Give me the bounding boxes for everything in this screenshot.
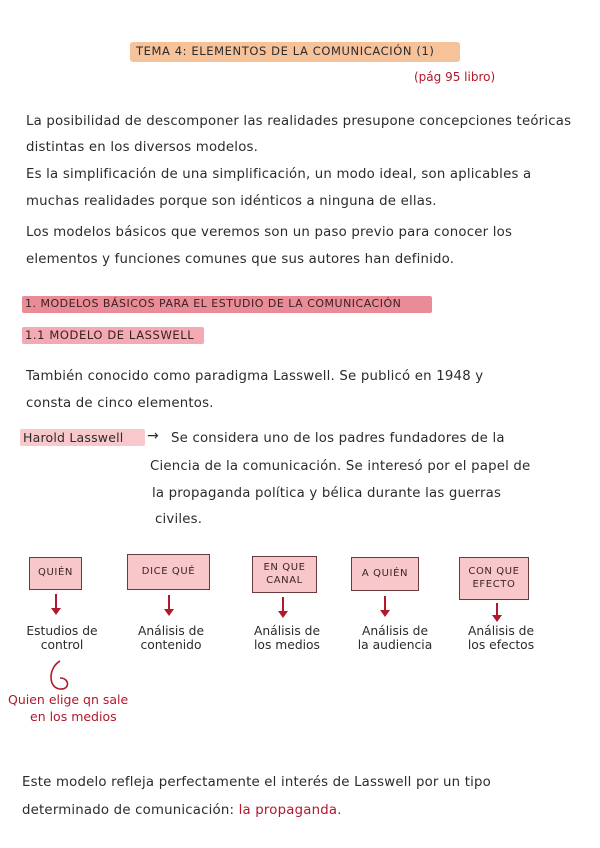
model-box-a-quien xyxy=(351,557,419,591)
model-box-canal xyxy=(252,556,317,593)
intro-line: La posibilidad de descomponer las realidades presupone concepciones teóricas xyxy=(26,114,572,129)
lasswell-line: consta de cinco elementos. xyxy=(26,396,214,411)
intro-line: muchas realidades porque son idénticos a ninguna de ellas. xyxy=(26,194,437,209)
arrow-down-icon xyxy=(51,594,61,616)
desc-line: los medios xyxy=(254,637,320,652)
intro-line: Es la simplificación de una simplificación, un modo ideal, son aplicables a xyxy=(26,167,532,182)
box-label: CANAL xyxy=(266,574,303,586)
model-desc-dice-que xyxy=(124,625,218,652)
desc-line: Análisis de xyxy=(467,624,535,638)
author-name: Harold Lasswell xyxy=(23,430,124,445)
desc-line: Análisis de xyxy=(137,624,205,638)
desc-line: la audiencia xyxy=(357,637,433,652)
model-desc-canal xyxy=(241,625,333,652)
model-desc-quien xyxy=(16,625,108,652)
arrow-down-icon xyxy=(380,596,390,618)
box-label: EFECTO xyxy=(472,578,516,590)
closing-highlight: la propaganda. xyxy=(238,803,342,818)
curved-arrow-icon xyxy=(40,658,80,694)
desc-line: Análisis de xyxy=(361,624,429,638)
box-label: EN QUE xyxy=(263,562,306,573)
bio-line: Se considera uno de los padres fundadores de la xyxy=(171,431,505,446)
bio-line: la propaganda política y bélica durante las guerras xyxy=(152,486,502,501)
model-box-quien xyxy=(29,557,82,590)
closing-line xyxy=(22,803,342,818)
page-title: TEMA 4: ELEMENTOS DE LA COMUNICACIÓN (1) xyxy=(136,44,435,58)
box-label: CON QUE xyxy=(468,566,520,577)
bio-line: civiles. xyxy=(155,512,203,527)
subsection-heading: 1.1 MODELO DE LASSWELL xyxy=(25,328,195,342)
desc-line: control xyxy=(40,637,84,652)
model-box-dice-que xyxy=(127,554,210,590)
desc-line: Análisis de xyxy=(253,624,321,638)
box-label: A QUIÉN xyxy=(361,567,409,579)
model-desc-audiencia xyxy=(346,625,444,652)
arrow-right-icon: → xyxy=(147,428,159,444)
box-label: QUIÉN xyxy=(38,567,73,579)
intro-line: distintas en los diversos modelos. xyxy=(26,140,259,155)
intro-line: elementos y funciones comunes que sus autores han definido. xyxy=(26,252,455,267)
note-line: Quien elige qn sale xyxy=(8,692,129,707)
desc-line: los efectos xyxy=(467,637,535,652)
desc-line: contenido xyxy=(140,637,202,652)
bio-line: Ciencia de la comunicación. Se interesó por el papel de xyxy=(150,459,531,474)
arrow-down-icon xyxy=(492,603,502,623)
page-reference: (pág 95 libro) xyxy=(414,70,496,84)
model-box-efecto xyxy=(459,557,529,600)
arrow-down-icon xyxy=(278,597,288,619)
closing-text: determinado de comunicación: xyxy=(22,803,235,818)
closing-line: Este modelo refleja perfectamente el interés de Lasswell por un tipo xyxy=(22,775,491,790)
box-label: DICE QUÉ xyxy=(141,565,196,577)
arrow-down-icon xyxy=(164,595,174,617)
section-heading: 1. MODELOS BÁSICOS PARA EL ESTUDIO DE LA COMUNICACIÓN xyxy=(25,297,402,310)
note-line: en los medios xyxy=(30,709,117,724)
model-desc-efectos xyxy=(453,625,549,652)
intro-line: Los modelos básicos que veremos son un paso previo para conocer los xyxy=(26,225,513,240)
desc-line: Estudios de xyxy=(26,624,98,638)
lasswell-line: También conocido como paradigma Lasswell. Se publicó en 1948 y xyxy=(26,369,484,384)
